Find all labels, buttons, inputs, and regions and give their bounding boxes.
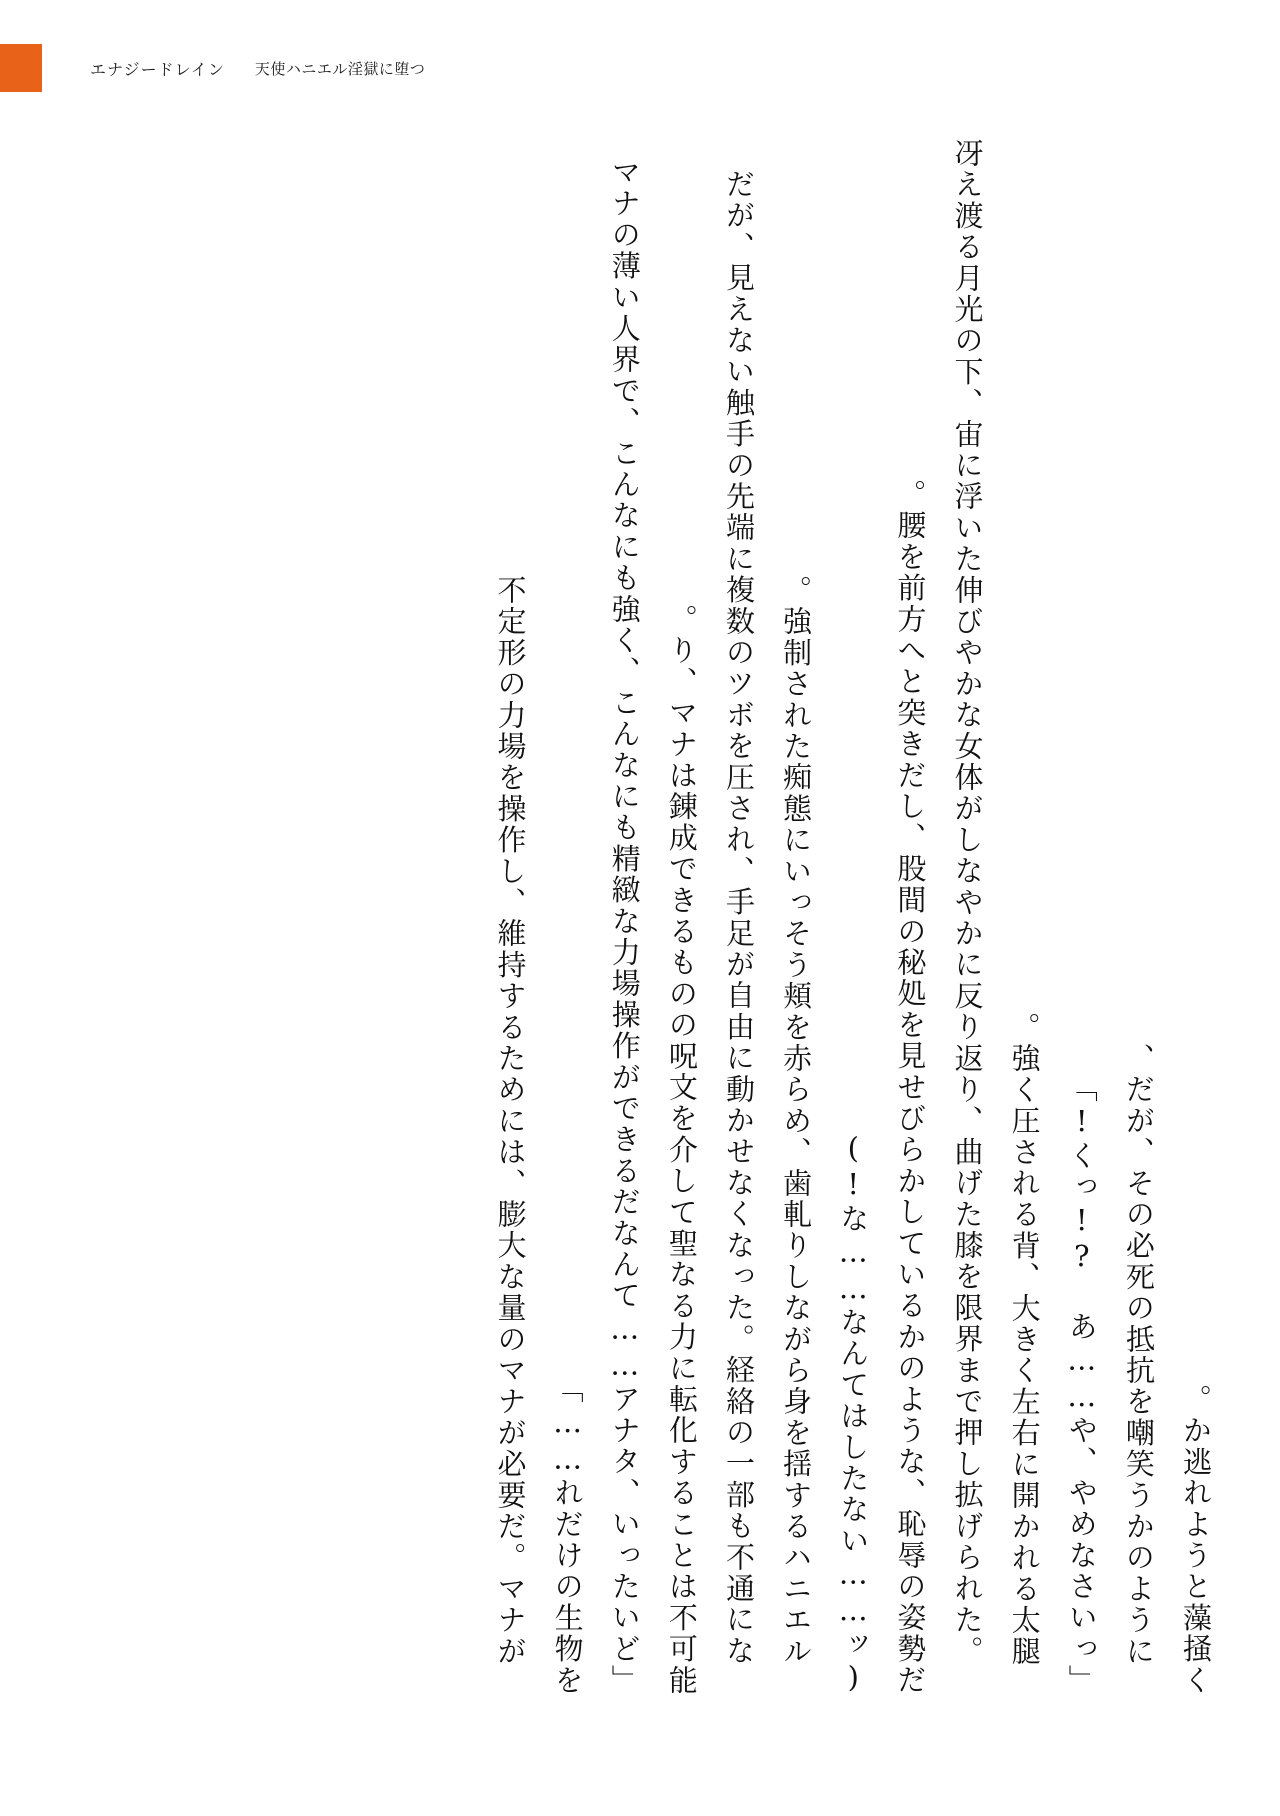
paragraph: だが、見えない触手の先端に複数のツボを圧され、手足が自由に動かせなくなった。経絡の一部も不通になり、マナは錬成できるものの呪文を介して聖なる力に転化することは不可能。 <box>664 169 756 1696</box>
header-accent-bar <box>0 44 42 92</box>
body-text-area <box>48 128 1224 1696</box>
header-series-title: エナジードレイン <box>90 59 225 79</box>
paragraph: 冴え渡る月光の下、宙に浮いた伸びやかな女体がしなやかに反り返り、曲げた膝を限界まで押し拡げられた。腰を前方へと突きだし、股間の秘処を見せびらかしているかのような、恥辱の姿勢だ。 <box>893 138 985 1696</box>
vertical-text-block <box>48 128 1224 1696</box>
paragraph-dialogue: 「マナの薄い人界で、こんなにも強く、こんなにも精緻な力場操作ができるだなんて……アナタ、いったいどれだけの生物を……」 <box>550 157 642 1696</box>
page-header <box>0 44 1280 92</box>
paragraph-thought: (な……なんてはしたない……ッ!) <box>836 1130 871 1696</box>
paragraph: 強く圧される背、大きく左右に開かれる太腿。 <box>1007 1011 1042 1667</box>
paragraph: か逃れようと藻掻く。 <box>1179 1383 1213 1696</box>
paragraph: 強制された痴態にいっそう頬を赤らめ、歯軋りしながら身を揺するハニエル。 <box>779 574 814 1667</box>
paragraph-dialogue: 「くっ!? あ……や、やめなさいっ!」 <box>1064 1073 1099 1696</box>
paragraph: 不定形の力場を操作し、維持するためには、膨大な量のマナが必要だ。マナが <box>493 575 528 1667</box>
header-text <box>42 44 425 92</box>
header-chapter-title: 天使ハニエル淫獄に堕つ <box>254 59 426 78</box>
paragraph: だが、その必死の抵抗を嘲笑うかのように、 <box>1121 1042 1156 1667</box>
